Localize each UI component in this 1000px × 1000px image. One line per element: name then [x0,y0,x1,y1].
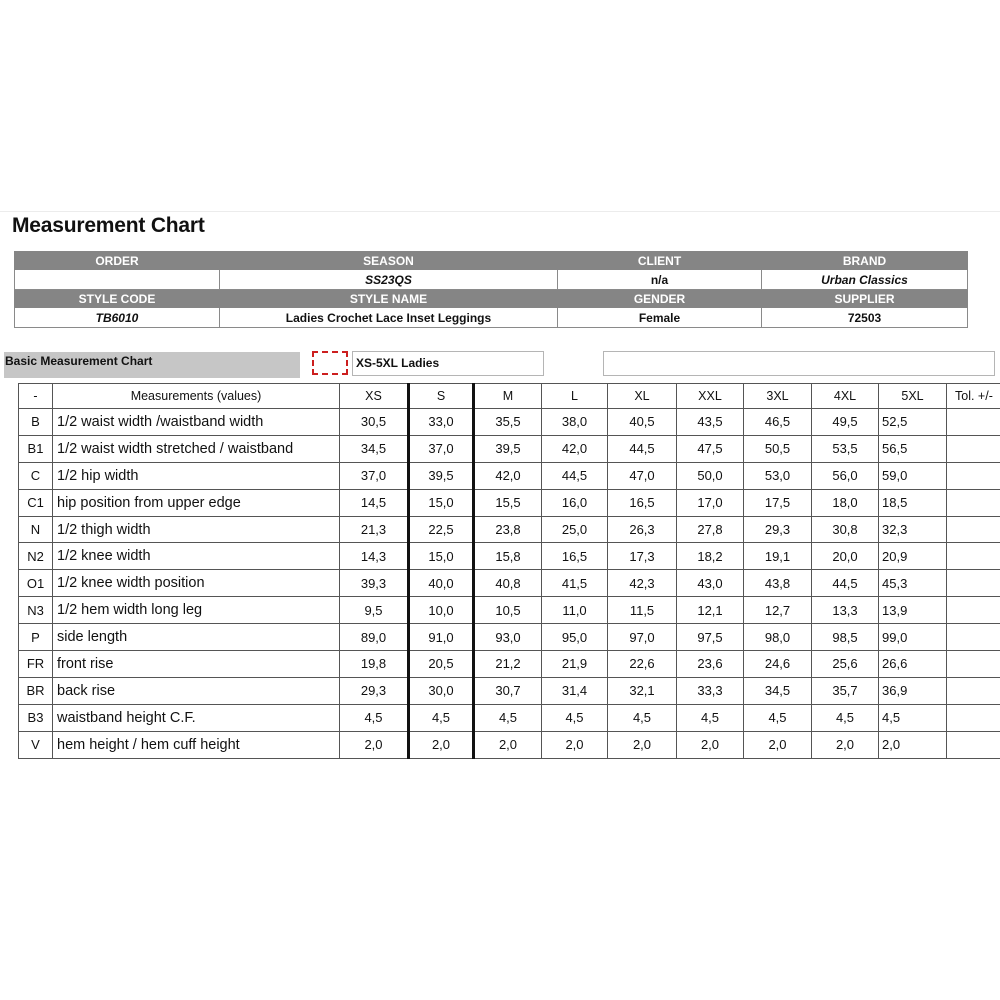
value-xl: 26,3 [608,516,677,543]
size-header-l: L [542,384,608,409]
row-description: back rise [53,677,340,704]
value-l: 11,0 [542,597,608,624]
value-xl: 42,3 [608,570,677,597]
size-header-xxl: XXL [677,384,744,409]
value-m: 2,0 [474,731,542,758]
value-m: 10,5 [474,597,542,624]
dashed-marker-box [312,351,348,375]
value-xl: 97,0 [608,624,677,651]
value-l: 2,0 [542,731,608,758]
value-s: 4,5 [409,704,474,731]
value-l: 41,5 [542,570,608,597]
measurement-row [19,731,1000,758]
value-5xl: 52,5 [879,409,947,436]
value-3xl: 19,1 [744,543,812,570]
order-info-table [14,251,968,328]
value-m: 42,0 [474,462,542,489]
value-3xl: 46,5 [744,409,812,436]
size-header-4xl: 4XL [812,384,879,409]
value-s: 15,0 [409,489,474,516]
measurement-row [19,570,1000,597]
row-tolerance [947,489,1000,516]
value-5xl: 56,5 [879,435,947,462]
value-xs: 30,5 [340,409,409,436]
value-xs: 14,5 [340,489,409,516]
size-header-m: M [474,384,542,409]
gender-value: Female [558,308,762,328]
value-5xl: 26,6 [879,651,947,678]
value-4xl: 30,8 [812,516,879,543]
value-xxl: 17,0 [677,489,744,516]
value-4xl: 2,0 [812,731,879,758]
value-xxl: 23,6 [677,651,744,678]
value-l: 95,0 [542,624,608,651]
value-xl: 2,0 [608,731,677,758]
value-l: 31,4 [542,677,608,704]
value-xxl: 33,3 [677,677,744,704]
value-5xl: 20,9 [879,543,947,570]
value-xs: 29,3 [340,677,409,704]
style-name-header: STYLE NAME [220,290,558,308]
measurement-header-row [19,384,1000,409]
value-l: 4,5 [542,704,608,731]
row-code: N3 [19,597,53,624]
measurement-row [19,597,1000,624]
value-5xl: 99,0 [879,624,947,651]
blank-field [603,351,995,376]
row-tolerance [947,731,1000,758]
season-value: SS23QS [220,270,558,290]
style-code-header: STYLE CODE [15,290,220,308]
measurement-row [19,543,1000,570]
value-3xl: 2,0 [744,731,812,758]
brand-header: BRAND [762,252,968,270]
row-description: 1/2 waist width stretched / waistband [53,435,340,462]
row-tolerance [947,677,1000,704]
value-5xl: 36,9 [879,677,947,704]
value-5xl: 13,9 [879,597,947,624]
row-code: FR [19,651,53,678]
row-code: BR [19,677,53,704]
value-3xl: 24,6 [744,651,812,678]
client-value: n/a [558,270,762,290]
client-header: CLIENT [558,252,762,270]
info-header-row [15,252,968,270]
basic-measurement-chart-label: Basic Measurement Chart [4,352,300,378]
row-tolerance [947,462,1000,489]
value-s: 22,5 [409,516,474,543]
measurement-row [19,651,1000,678]
row-description: 1/2 knee width [53,543,340,570]
measurement-row [19,409,1000,436]
value-xl: 22,6 [608,651,677,678]
value-s: 20,5 [409,651,474,678]
measurement-row [19,704,1000,731]
value-s: 30,0 [409,677,474,704]
value-xs: 37,0 [340,462,409,489]
value-s: 40,0 [409,570,474,597]
measurement-row [19,624,1000,651]
value-5xl: 4,5 [879,704,947,731]
row-code: O1 [19,570,53,597]
value-l: 21,9 [542,651,608,678]
value-m: 40,8 [474,570,542,597]
value-l: 44,5 [542,462,608,489]
value-xxl: 12,1 [677,597,744,624]
value-xxl: 43,0 [677,570,744,597]
size-header-xs: XS [340,384,409,409]
size-header-3xl: 3XL [744,384,812,409]
row-description: 1/2 knee width position [53,570,340,597]
value-4xl: 13,3 [812,597,879,624]
info-value-row [15,270,968,290]
row-description: side length [53,624,340,651]
row-code: B1 [19,435,53,462]
measurement-row [19,677,1000,704]
value-3xl: 98,0 [744,624,812,651]
value-xxl: 47,5 [677,435,744,462]
value-m: 39,5 [474,435,542,462]
value-s: 33,0 [409,409,474,436]
value-4xl: 44,5 [812,570,879,597]
value-5xl: 2,0 [879,731,947,758]
row-tolerance [947,516,1000,543]
value-m: 15,5 [474,489,542,516]
row-tolerance [947,651,1000,678]
value-5xl: 32,3 [879,516,947,543]
row-tolerance [947,597,1000,624]
row-tolerance [947,570,1000,597]
row-tolerance [947,624,1000,651]
value-xxl: 2,0 [677,731,744,758]
row-code: C [19,462,53,489]
value-3xl: 17,5 [744,489,812,516]
value-xxl: 18,2 [677,543,744,570]
value-m: 15,8 [474,543,542,570]
order-header: ORDER [15,252,220,270]
value-l: 16,0 [542,489,608,516]
value-xl: 47,0 [608,462,677,489]
value-xl: 44,5 [608,435,677,462]
style-code-value: TB6010 [15,308,220,328]
row-description: 1/2 thigh width [53,516,340,543]
value-3xl: 53,0 [744,462,812,489]
info-header-row [15,290,968,308]
value-xl: 4,5 [608,704,677,731]
row-code: C1 [19,489,53,516]
value-s: 37,0 [409,435,474,462]
row-description: 1/2 hem width long leg [53,597,340,624]
supplier-value: 72503 [762,308,968,328]
size-header-xl: XL [608,384,677,409]
measurements-header: Measurements (values) [53,384,340,409]
row-description: hem height / hem cuff height [53,731,340,758]
value-xs: 34,5 [340,435,409,462]
row-tolerance [947,543,1000,570]
value-4xl: 49,5 [812,409,879,436]
value-3xl: 43,8 [744,570,812,597]
value-xl: 40,5 [608,409,677,436]
value-l: 16,5 [542,543,608,570]
value-xxl: 97,5 [677,624,744,651]
value-5xl: 45,3 [879,570,947,597]
value-xs: 21,3 [340,516,409,543]
row-tolerance [947,409,1000,436]
value-xs: 39,3 [340,570,409,597]
row-code: P [19,624,53,651]
value-s: 2,0 [409,731,474,758]
page-title: Measurement Chart [12,214,205,237]
value-xs: 89,0 [340,624,409,651]
value-xs: 4,5 [340,704,409,731]
row-tolerance [947,704,1000,731]
value-xxl: 50,0 [677,462,744,489]
value-4xl: 35,7 [812,677,879,704]
brand-value: Urban Classics [762,270,968,290]
measurement-row [19,435,1000,462]
value-xl: 11,5 [608,597,677,624]
gender-header: GENDER [558,290,762,308]
value-xs: 19,8 [340,651,409,678]
value-xs: 2,0 [340,731,409,758]
style-name-value: Ladies Crochet Lace Inset Leggings [220,308,558,328]
value-xl: 16,5 [608,489,677,516]
value-xl: 32,1 [608,677,677,704]
value-5xl: 59,0 [879,462,947,489]
value-m: 21,2 [474,651,542,678]
value-m: 4,5 [474,704,542,731]
value-3xl: 50,5 [744,435,812,462]
value-3xl: 4,5 [744,704,812,731]
value-4xl: 98,5 [812,624,879,651]
value-l: 38,0 [542,409,608,436]
row-code: B [19,409,53,436]
measurement-row [19,462,1000,489]
value-s: 10,0 [409,597,474,624]
value-4xl: 20,0 [812,543,879,570]
page-top-rule [0,211,1000,212]
value-3xl: 12,7 [744,597,812,624]
value-m: 30,7 [474,677,542,704]
value-s: 15,0 [409,543,474,570]
value-3xl: 34,5 [744,677,812,704]
value-4xl: 25,6 [812,651,879,678]
row-description: hip position from upper edge [53,489,340,516]
value-l: 25,0 [542,516,608,543]
value-m: 23,8 [474,516,542,543]
value-4xl: 56,0 [812,462,879,489]
measurement-row [19,489,1000,516]
supplier-header: SUPPLIER [762,290,968,308]
value-xxl: 43,5 [677,409,744,436]
value-s: 39,5 [409,462,474,489]
season-header: SEASON [220,252,558,270]
value-xl: 17,3 [608,543,677,570]
value-4xl: 18,0 [812,489,879,516]
value-xxl: 4,5 [677,704,744,731]
measurement-row [19,516,1000,543]
value-xs: 14,3 [340,543,409,570]
info-value-row [15,308,968,328]
size-header-5xl: 5XL [879,384,947,409]
value-m: 93,0 [474,624,542,651]
value-xs: 9,5 [340,597,409,624]
row-code: V [19,731,53,758]
row-description: waistband height C.F. [53,704,340,731]
row-description: front rise [53,651,340,678]
value-s: 91,0 [409,624,474,651]
measurement-table [18,383,1000,759]
row-code: N2 [19,543,53,570]
value-3xl: 29,3 [744,516,812,543]
row-description: 1/2 hip width [53,462,340,489]
value-4xl: 53,5 [812,435,879,462]
order-value [15,270,220,290]
value-4xl: 4,5 [812,704,879,731]
row-description: 1/2 waist width /waistband width [53,409,340,436]
row-tolerance [947,435,1000,462]
size-header-s: S [409,384,474,409]
tolerance-header: Tol. +/- [947,384,1000,409]
row-code: N [19,516,53,543]
value-l: 42,0 [542,435,608,462]
value-xxl: 27,8 [677,516,744,543]
value-m: 35,5 [474,409,542,436]
size-range-field: XS-5XL Ladies [352,351,544,376]
row-code: B3 [19,704,53,731]
code-header: - [19,384,53,409]
value-5xl: 18,5 [879,489,947,516]
